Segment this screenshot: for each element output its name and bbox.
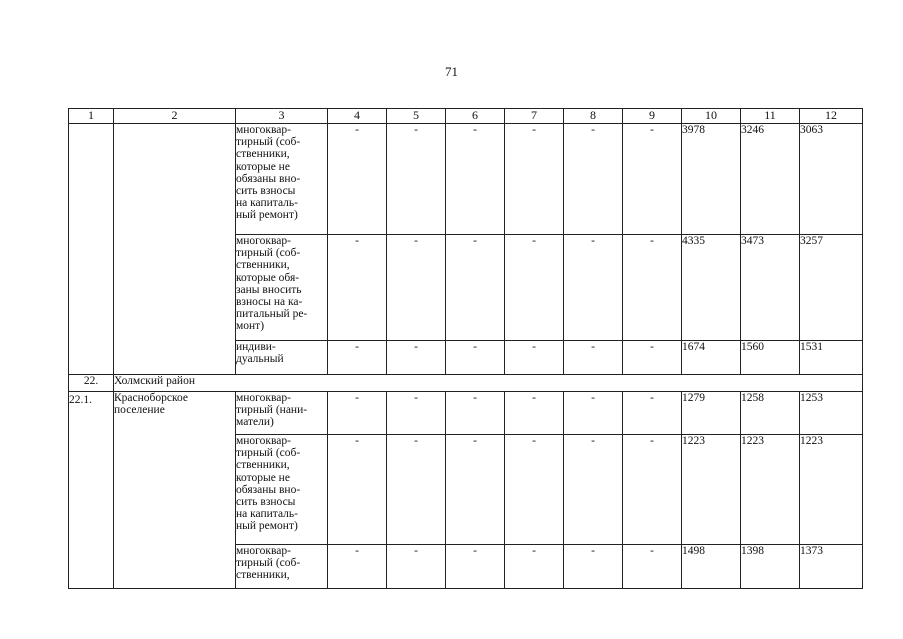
housing-type-text: многоквар- тирный (нани- матели) <box>236 392 308 429</box>
value-cell: - <box>328 392 387 435</box>
settlement-cell <box>114 392 236 589</box>
row-number-cell: 22.1. <box>69 392 114 589</box>
value-cell: 1258 <box>741 392 800 435</box>
value-cell: 1373 <box>800 545 863 589</box>
value-cell: - <box>505 235 564 341</box>
table-row <box>69 124 863 235</box>
value-cell: 3978 <box>682 124 741 235</box>
value-cell: - <box>564 392 623 435</box>
value-cell: - <box>446 392 505 435</box>
value-cell: - <box>505 545 564 589</box>
value-cell: - <box>623 124 682 235</box>
value-cell: 1223 <box>682 435 741 545</box>
housing-type-text: многоквар- тирный (соб- ственники, которые обя- заны вносить взносы на ка- питальный ре- монт) <box>236 235 308 333</box>
housing-type-cell <box>236 392 328 435</box>
value-cell: - <box>623 545 682 589</box>
value-cell: - <box>623 392 682 435</box>
value-cell: 1398 <box>741 545 800 589</box>
value-cell: 3257 <box>800 235 863 341</box>
district-number: 22. <box>69 375 114 392</box>
value-cell: 1223 <box>800 435 863 545</box>
table-row <box>69 392 863 435</box>
value-cell: - <box>387 545 446 589</box>
column-header: 9 <box>623 109 682 124</box>
district-row <box>69 375 863 392</box>
value-cell: - <box>564 124 623 235</box>
column-header: 10 <box>682 109 741 124</box>
column-header: 7 <box>505 109 564 124</box>
value-cell: - <box>328 545 387 589</box>
value-cell: - <box>446 124 505 235</box>
value-cell: - <box>564 341 623 375</box>
value-cell: 1253 <box>800 392 863 435</box>
value-cell: - <box>446 545 505 589</box>
housing-type-cell <box>236 235 328 341</box>
value-cell: 3246 <box>741 124 800 235</box>
column-header: 12 <box>800 109 863 124</box>
column-header: 3 <box>236 109 328 124</box>
row-number-cell <box>69 124 114 375</box>
housing-type-cell <box>236 341 328 375</box>
value-cell: - <box>387 435 446 545</box>
column-header: 8 <box>564 109 623 124</box>
housing-type-text: многоквар- тирный (соб- ственники, <box>236 545 301 582</box>
value-cell: - <box>505 341 564 375</box>
value-cell: - <box>564 435 623 545</box>
value-cell: 4335 <box>682 235 741 341</box>
value-cell: - <box>328 124 387 235</box>
district-name: Холмский район <box>114 375 863 392</box>
page-number: 71 <box>445 64 458 79</box>
value-cell: - <box>328 235 387 341</box>
value-cell: - <box>505 124 564 235</box>
housing-type-text: индиви- дуальный <box>236 341 284 366</box>
value-cell: 3063 <box>800 124 863 235</box>
value-cell: - <box>387 235 446 341</box>
housing-type-text: многоквар- тирный (соб- ственники, которые не обязаны вно- сить взносы на капиталь- ный ремонт) <box>236 435 301 533</box>
value-cell: - <box>328 435 387 545</box>
column-header: 2 <box>114 109 236 124</box>
housing-type-cell <box>236 124 328 235</box>
value-cell: - <box>387 392 446 435</box>
column-header: 1 <box>69 109 114 124</box>
table-header-row <box>69 109 863 124</box>
value-cell: - <box>564 235 623 341</box>
value-cell: - <box>564 545 623 589</box>
value-cell: - <box>446 235 505 341</box>
value-cell: 1279 <box>682 392 741 435</box>
value-cell: 1223 <box>741 435 800 545</box>
column-header: 5 <box>387 109 446 124</box>
column-header: 4 <box>328 109 387 124</box>
value-cell: - <box>387 341 446 375</box>
value-cell: - <box>505 392 564 435</box>
housing-type-text: многоквар- тирный (соб- ственники, которые не обязаны вно- сить взносы на капиталь- ный ремонт) <box>236 124 301 222</box>
column-header: 11 <box>741 109 800 124</box>
value-cell: 1531 <box>800 341 863 375</box>
value-cell: - <box>328 341 387 375</box>
housing-type-cell <box>236 545 328 589</box>
value-cell: 1560 <box>741 341 800 375</box>
value-cell: - <box>505 435 564 545</box>
settlement-name: Красноборское поселение <box>114 392 188 417</box>
value-cell: - <box>623 435 682 545</box>
value-cell: 1674 <box>682 341 741 375</box>
housing-type-cell <box>236 435 328 545</box>
tariff-table <box>68 108 863 589</box>
value-cell: - <box>623 235 682 341</box>
value-cell: 1498 <box>682 545 741 589</box>
value-cell: - <box>446 341 505 375</box>
value-cell: - <box>623 341 682 375</box>
column-header: 6 <box>446 109 505 124</box>
value-cell: 3473 <box>741 235 800 341</box>
settlement-cell <box>114 124 236 375</box>
value-cell: - <box>446 435 505 545</box>
value-cell: - <box>387 124 446 235</box>
